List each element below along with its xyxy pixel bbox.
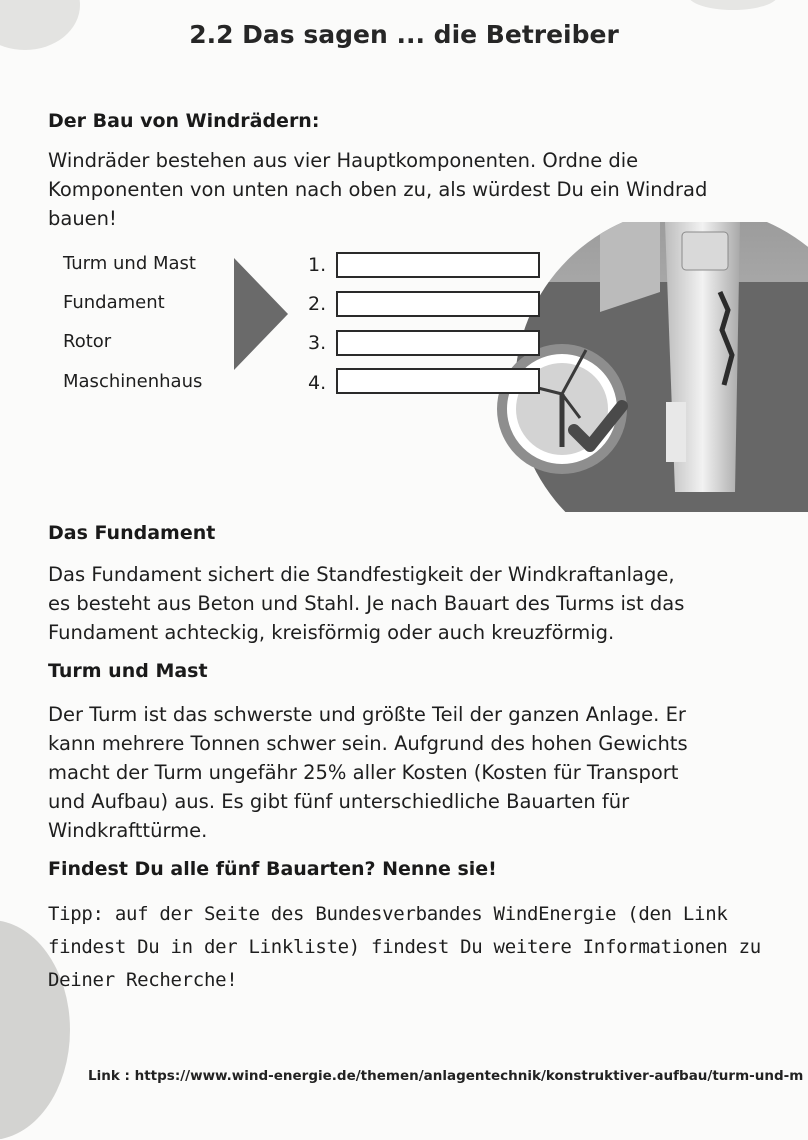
page-shadow: [688, 0, 778, 10]
turm-line: Windkrafttürme.: [48, 819, 208, 842]
turm-line: kann mehrere Tonnen schwer sein. Aufgrund des hohen Gewichts: [48, 732, 688, 755]
tip-line: Deiner Recherche!: [48, 969, 238, 991]
turm-line: Der Turm ist das schwerste und größte Teil der ganzen Anlage. Er: [48, 703, 686, 726]
answer-box-3[interactable]: [336, 330, 540, 356]
answer-box-1[interactable]: [336, 252, 540, 278]
section-heading-turm: Turm und Mast: [48, 660, 208, 682]
tip-line: Tipp: auf der Seite des Bundesverbandes WindEnergie (den Link: [48, 903, 728, 925]
tip-paragraph: [48, 898, 808, 997]
footer-link[interactable]: Link : https://www.wind-energie.de/themen/anlagentechnik/konstruktiver-aufbau/turm-und-m: [88, 1068, 804, 1084]
slot-number: 2.: [308, 293, 327, 315]
turm-line: macht der Turm ungefähr 25% aller Kosten (Kosten für Transport: [48, 761, 679, 784]
intro-line: bauen!: [48, 207, 117, 230]
answer-box-4[interactable]: [336, 368, 540, 394]
slot-number: 3.: [308, 332, 327, 354]
slot-number: 1.: [308, 254, 327, 276]
arrow-right-icon: [230, 258, 290, 370]
component-label: Fundament: [63, 292, 165, 313]
component-label: Maschinenhaus: [63, 371, 203, 392]
question-heading: Findest Du alle fünf Bauarten? Nenne sie!: [48, 858, 497, 880]
fundament-line: es besteht aus Beton und Stahl. Je nach Bauart des Turms ist das: [48, 592, 685, 615]
section-heading-fundament: Das Fundament: [48, 522, 216, 544]
section-heading-bau: Der Bau von Windrädern:: [48, 110, 320, 132]
turm-line: und Aufbau) aus. Es gibt fünf unterschiedliche Bauarten für: [48, 790, 630, 813]
fundament-line: Das Fundament sichert die Standfestigkeit der Windkraftanlage,: [48, 563, 675, 586]
intro-line: Komponenten von unten nach oben zu, als würdest Du ein Windrad: [48, 178, 708, 201]
intro-paragraph: [48, 146, 808, 233]
component-label: Rotor: [63, 331, 112, 352]
component-label: Turm und Mast: [63, 253, 196, 274]
turm-paragraph: [48, 700, 808, 845]
answer-box-2[interactable]: [336, 291, 540, 317]
tip-line: findest Du in der Linkliste) findest Du weitere Informationen zu: [48, 936, 761, 958]
intro-line: Windräder bestehen aus vier Hauptkomponenten. Ordne die: [48, 149, 639, 172]
fundament-paragraph: [48, 560, 808, 647]
slot-number: 4.: [308, 372, 327, 394]
page-title: 2.2 Das sagen ... die Betreiber: [189, 20, 619, 49]
fundament-line: Fundament achteckig, kreisförmig oder auch kreuzförmig.: [48, 621, 615, 644]
